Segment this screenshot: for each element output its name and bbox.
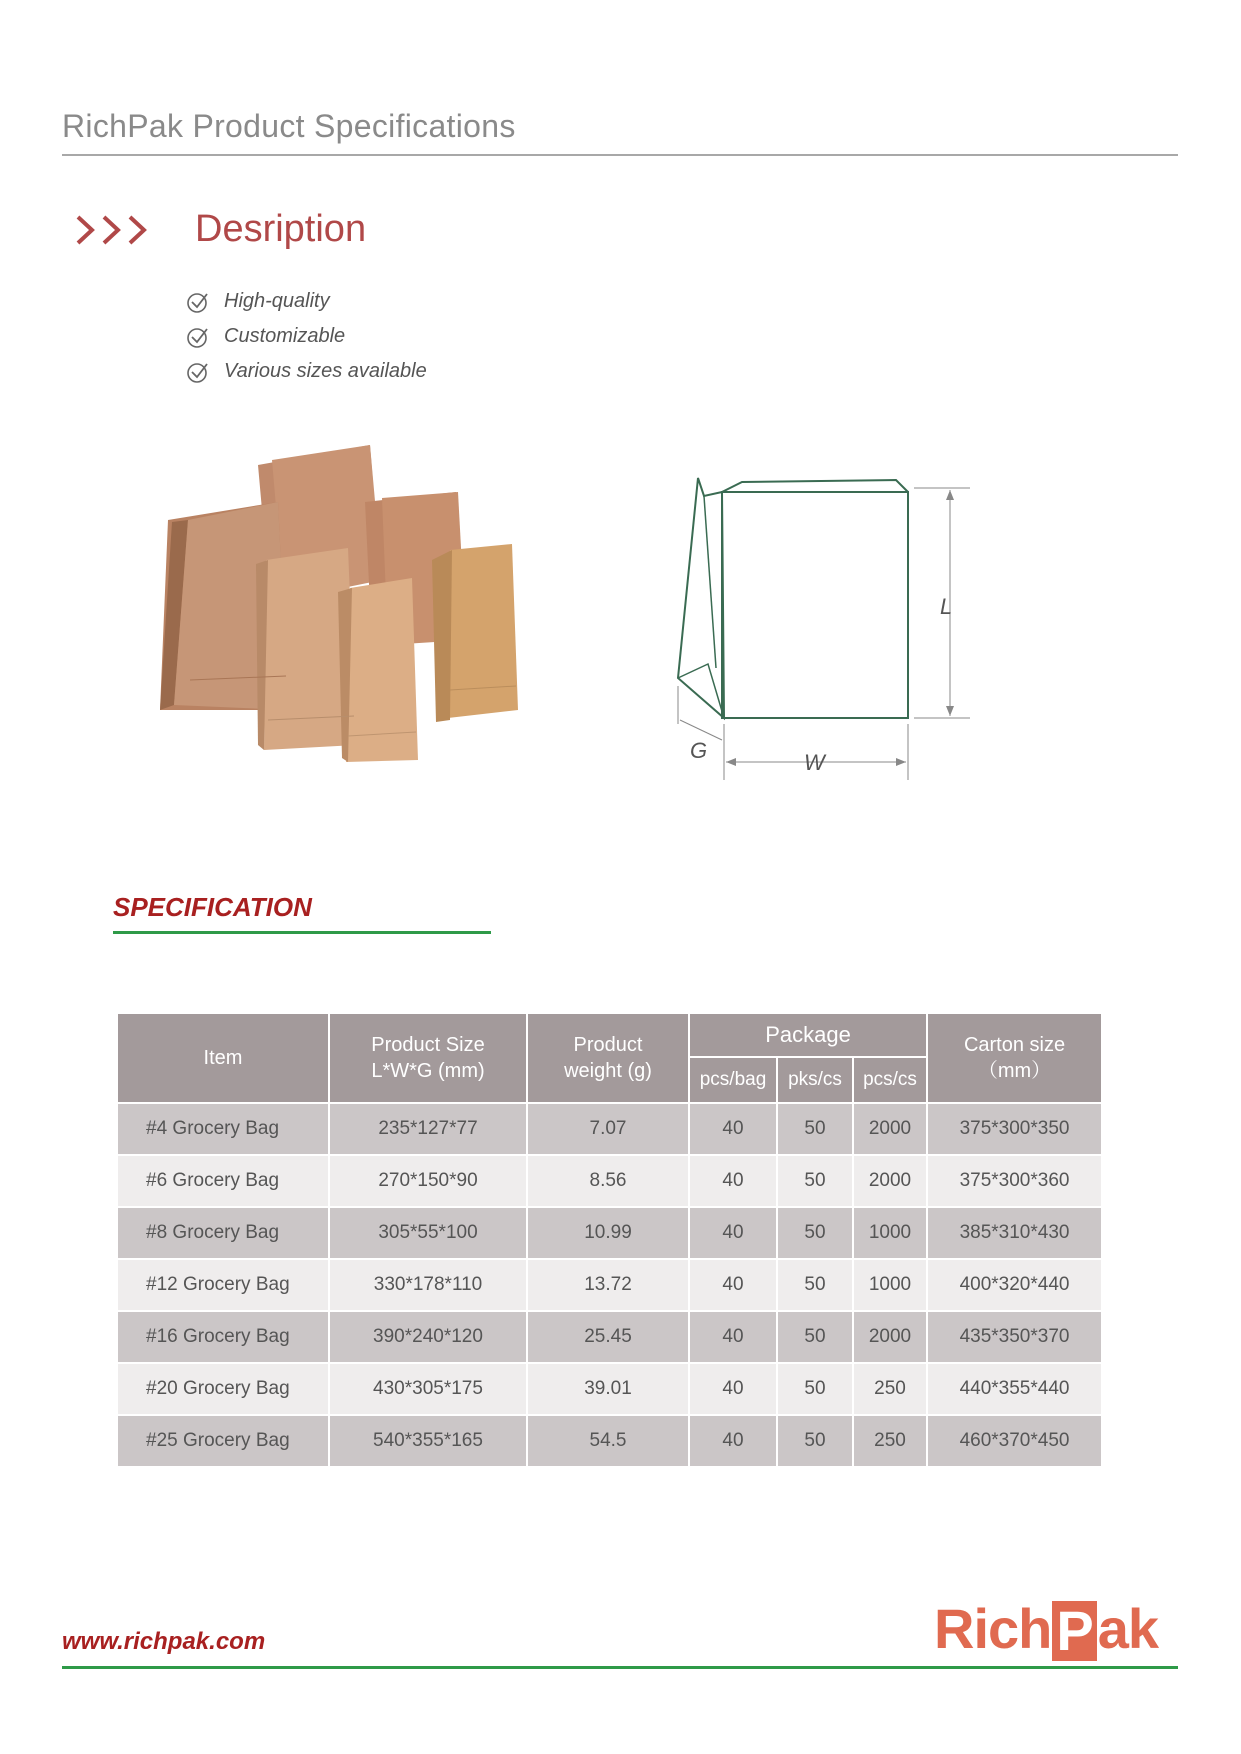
specification-underline [113,931,491,934]
cell-pcs-cs: 250 [853,1363,927,1415]
column-header-pks-cs: pks/cs [777,1057,853,1103]
table-row [117,1415,1102,1467]
cell-weight: 13.72 [527,1259,689,1311]
table-row [117,1259,1102,1311]
bag-dimension-diagram [668,468,988,798]
table-row [117,1363,1102,1415]
cell-pks-cs: 50 [777,1103,853,1155]
feature-list [186,284,427,389]
feature-text: High-quality [224,290,330,312]
cell-weight: 10.99 [527,1207,689,1259]
logo-text: Rich [934,1597,1052,1660]
table-row [117,1311,1102,1363]
feature-item [186,284,427,319]
cell-pcs-bag: 40 [689,1363,777,1415]
table-row [117,1103,1102,1155]
specification-table [116,1012,1103,1468]
page-title: RichPak Product Specifications [62,108,516,144]
cell-size: 390*240*120 [329,1311,527,1363]
cell-pcs-bag: 40 [689,1415,777,1467]
cell-size: 305*55*100 [329,1207,527,1259]
cell-item: #25 Grocery Bag [117,1415,329,1467]
cell-pcs-bag: 40 [689,1259,777,1311]
cell-carton: 460*370*450 [927,1415,1102,1467]
cell-item: #12 Grocery Bag [117,1259,329,1311]
cell-carton: 440*355*440 [927,1363,1102,1415]
cell-size: 540*355*165 [329,1415,527,1467]
cell-pks-cs: 50 [777,1363,853,1415]
cell-carton: 375*300*360 [927,1155,1102,1207]
cell-item: #8 Grocery Bag [117,1207,329,1259]
cell-item: #20 Grocery Bag [117,1363,329,1415]
richpak-logo [934,1596,1158,1661]
feature-item [186,319,427,354]
cell-carton: 435*350*370 [927,1311,1102,1363]
column-header-item: Item [117,1013,329,1103]
header-divider [62,154,1178,156]
column-header-pcs-cs: pcs/cs [853,1057,927,1103]
header-line: Carton size [963,1034,1066,1056]
column-header-carton-size [927,1013,1102,1103]
cell-pcs-cs: 1000 [853,1207,927,1259]
description-heading: Desription [195,208,367,250]
header-line: Product [573,1034,643,1056]
header-line: Product Size [371,1034,485,1056]
feature-item [186,354,427,389]
check-circle-icon [186,290,210,314]
cell-carton: 400*320*440 [927,1259,1102,1311]
cell-weight: 7.07 [527,1103,689,1155]
paper-bags-photo [160,440,570,770]
length-label: L [940,594,953,619]
cell-item: #16 Grocery Bag [117,1311,329,1363]
table-row [117,1207,1102,1259]
cell-pcs-cs: 2000 [853,1311,927,1363]
gusset-label: G [690,738,708,763]
cell-pcs-bag: 40 [689,1207,777,1259]
cell-item: #6 Grocery Bag [117,1155,329,1207]
cell-weight: 39.01 [527,1363,689,1415]
cell-size: 235*127*77 [329,1103,527,1155]
cell-pcs-bag: 40 [689,1311,777,1363]
cell-item: #4 Grocery Bag [117,1103,329,1155]
cell-pcs-cs: 2000 [853,1155,927,1207]
column-header-pcs-bag: pcs/bag [689,1057,777,1103]
check-circle-icon [186,360,210,384]
logo-text: ak [1097,1597,1159,1660]
logo-text: P [1052,1601,1096,1661]
feature-text: Various sizes available [224,360,427,382]
column-header-product-weight [527,1013,689,1103]
cell-pks-cs: 50 [777,1259,853,1311]
cell-carton: 385*310*430 [927,1207,1102,1259]
chevrons-icon [76,214,156,246]
cell-pks-cs: 50 [777,1311,853,1363]
website-link[interactable]: www.richpak.com [62,1628,266,1655]
column-header-product-size [329,1013,527,1103]
cell-carton: 375*300*350 [927,1103,1102,1155]
check-circle-icon [186,325,210,349]
table-row [117,1155,1102,1207]
cell-weight: 8.56 [527,1155,689,1207]
header-line: weight (g) [564,1060,652,1082]
cell-size: 330*178*110 [329,1259,527,1311]
footer-divider [62,1666,1178,1669]
cell-weight: 25.45 [527,1311,689,1363]
cell-pcs-cs: 1000 [853,1259,927,1311]
cell-pcs-cs: 250 [853,1415,927,1467]
feature-text: Customizable [224,325,346,347]
column-header-package: Package [689,1013,927,1057]
cell-weight: 54.5 [527,1415,689,1467]
cell-pks-cs: 50 [777,1207,853,1259]
cell-pks-cs: 50 [777,1155,853,1207]
width-label: W [804,750,825,775]
specification-heading: SPECIFICATION [113,892,312,922]
cell-size: 270*150*90 [329,1155,527,1207]
cell-pcs-bag: 40 [689,1155,777,1207]
cell-pcs-cs: 2000 [853,1103,927,1155]
header-line: L*W*G (mm) [371,1060,485,1082]
cell-pks-cs: 50 [777,1415,853,1467]
header-line: （mm） [977,1060,1052,1082]
cell-pcs-bag: 40 [689,1103,777,1155]
cell-size: 430*305*175 [329,1363,527,1415]
